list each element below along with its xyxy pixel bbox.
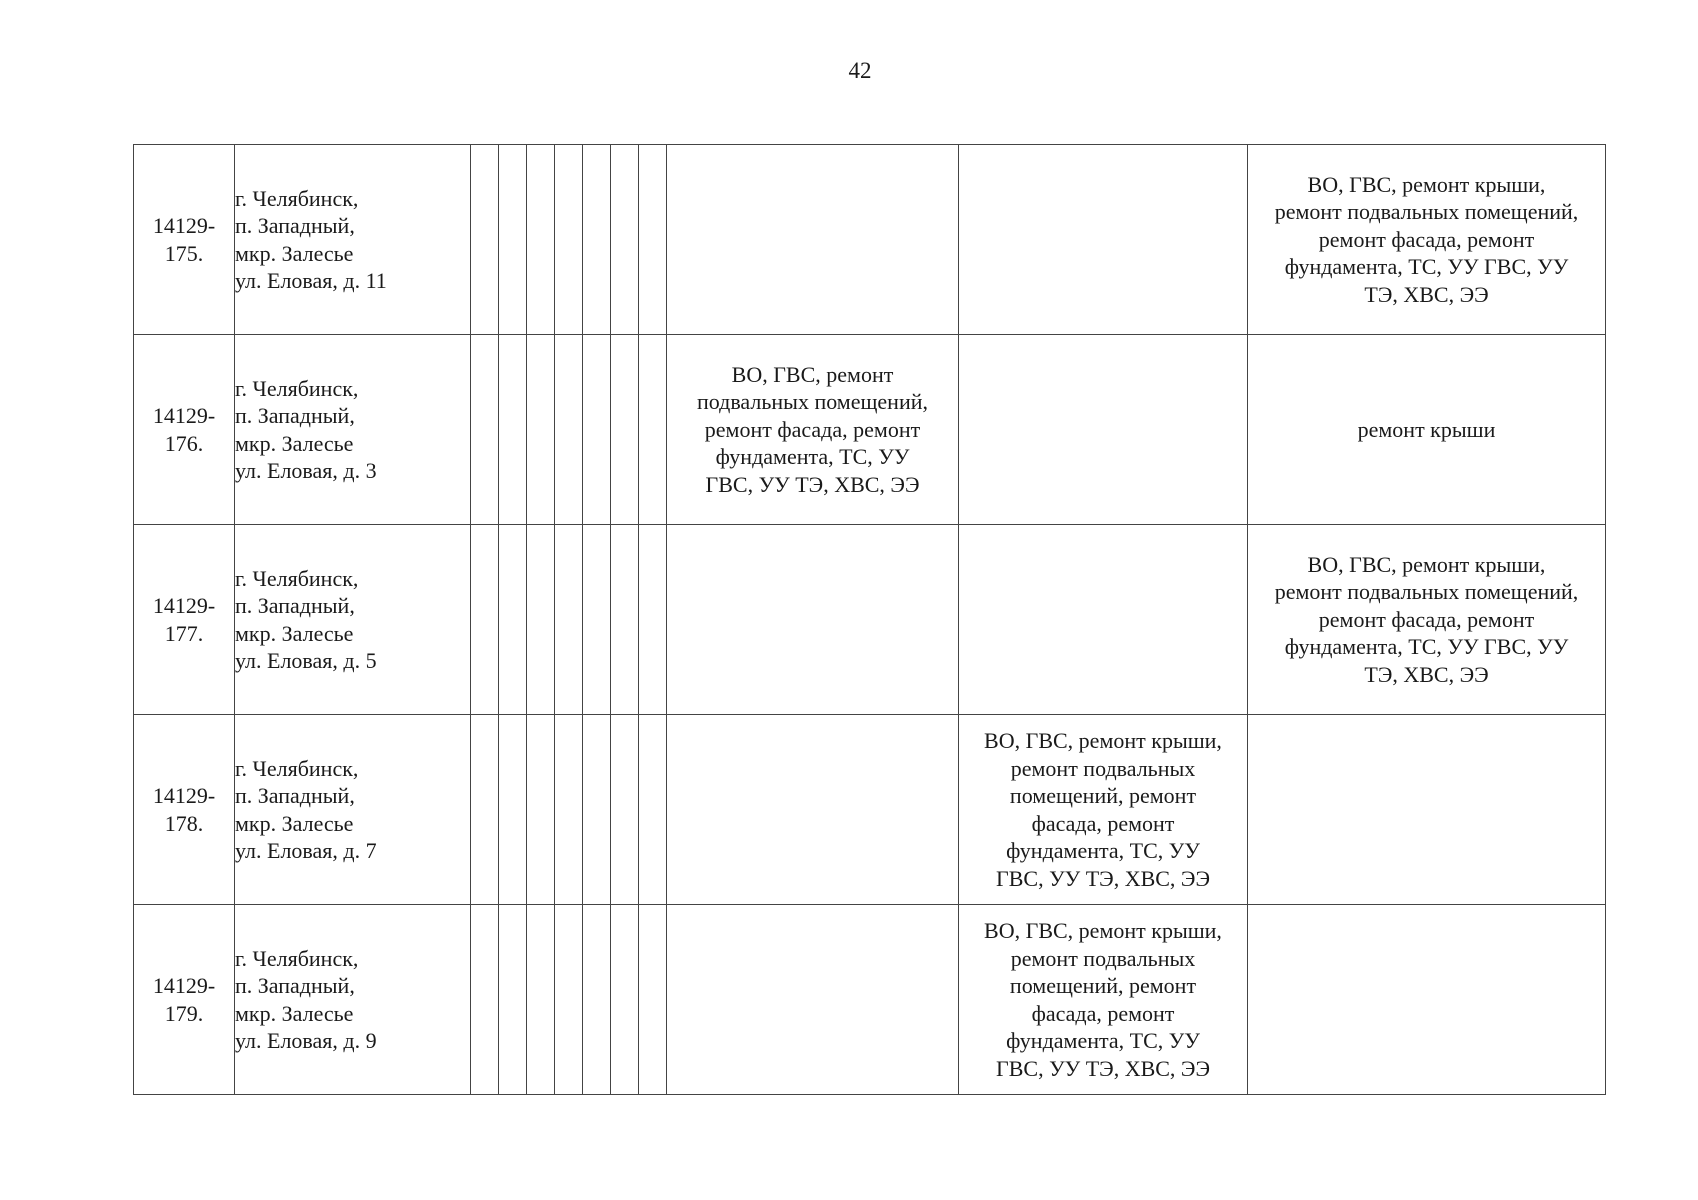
narrow-empty-cell bbox=[611, 335, 639, 525]
address-line: ул. Еловая, д. 3 bbox=[235, 458, 377, 483]
row-number-line: 176. bbox=[164, 430, 204, 456]
table-row bbox=[134, 715, 1606, 905]
narrow-empty-cell bbox=[639, 145, 667, 335]
table-row bbox=[134, 525, 1606, 715]
works-cell bbox=[959, 335, 1248, 525]
works-line: ВО, ГВС, ремонт крыши, bbox=[1307, 171, 1546, 197]
narrow-empty-cell bbox=[583, 525, 611, 715]
narrow-empty-cell bbox=[499, 145, 527, 335]
repair-schedule-table bbox=[133, 144, 1606, 1095]
row-number-line: 14129- bbox=[152, 783, 216, 808]
works-line: фундамента, ТС, УУ bbox=[1006, 838, 1200, 863]
table-row bbox=[134, 335, 1606, 525]
works-line: ТЭ, ХВС, ЭЭ bbox=[1364, 661, 1489, 687]
works-cell bbox=[959, 145, 1248, 335]
narrow-empty-cell bbox=[611, 145, 639, 335]
row-number-line: 14129- bbox=[152, 973, 216, 998]
works-line: ремонт подвальных bbox=[1010, 755, 1196, 781]
narrow-empty-cell bbox=[471, 145, 499, 335]
address-line: г. Челябинск, bbox=[235, 755, 359, 781]
address-line: г. Челябинск, bbox=[235, 565, 359, 591]
address-line: п. Западный, bbox=[235, 783, 355, 808]
address-line: мкр. Залесье bbox=[235, 810, 354, 836]
row-number-cell bbox=[134, 905, 235, 1095]
address-line: г. Челябинск, bbox=[235, 185, 359, 211]
address-line: п. Западный, bbox=[235, 973, 355, 998]
narrow-empty-cell bbox=[639, 525, 667, 715]
narrow-empty-cell bbox=[611, 715, 639, 905]
narrow-empty-cell bbox=[471, 525, 499, 715]
works-line: ремонт фасада, ремонт bbox=[1318, 606, 1535, 632]
works-line: ВО, ГВС, ремонт крыши, bbox=[984, 918, 1222, 943]
row-number-line: 175. bbox=[164, 240, 204, 266]
narrow-empty-cell bbox=[527, 905, 555, 1095]
narrow-empty-cell bbox=[583, 715, 611, 905]
narrow-empty-cell bbox=[471, 335, 499, 525]
narrow-empty-cell bbox=[555, 525, 583, 715]
address-line: ул. Еловая, д. 11 bbox=[235, 268, 387, 293]
row-number-line: 177. bbox=[164, 620, 204, 646]
works-line: ремонт фасада, ремонт bbox=[704, 416, 921, 442]
narrow-empty-cell bbox=[499, 715, 527, 905]
works-line: фундамента, ТС, УУ bbox=[715, 444, 910, 470]
works-cell bbox=[667, 905, 959, 1095]
address-cell bbox=[235, 715, 471, 905]
works-line: фундамента, ТС, УУ bbox=[1006, 1028, 1200, 1053]
works-cell bbox=[1248, 145, 1606, 335]
address-line: г. Челябинск, bbox=[235, 375, 359, 401]
works-line: ГВС, УУ ТЭ, ХВС, ЭЭ bbox=[705, 471, 920, 497]
narrow-empty-cell bbox=[499, 525, 527, 715]
narrow-empty-cell bbox=[527, 145, 555, 335]
address-line: ул. Еловая, д. 9 bbox=[235, 1028, 377, 1053]
address-cell bbox=[235, 145, 471, 335]
address-cell bbox=[235, 335, 471, 525]
table-row bbox=[134, 905, 1606, 1095]
works-cell bbox=[667, 525, 959, 715]
address-cell bbox=[235, 525, 471, 715]
table-body bbox=[134, 145, 1606, 1095]
works-line: ТЭ, ХВС, ЭЭ bbox=[1364, 281, 1489, 307]
table-row bbox=[134, 145, 1606, 335]
narrow-empty-cell bbox=[555, 905, 583, 1095]
row-number-line: 14129- bbox=[152, 403, 216, 428]
works-cell bbox=[959, 905, 1248, 1095]
works-cell bbox=[667, 335, 959, 525]
narrow-empty-cell bbox=[499, 335, 527, 525]
row-number-cell bbox=[134, 715, 235, 905]
works-line: ремонт подвальных помещений, bbox=[1274, 199, 1579, 225]
address-line: ул. Еловая, д. 7 bbox=[235, 838, 377, 863]
address-line: мкр. Залесье bbox=[235, 1000, 354, 1026]
works-line: фасада, ремонт bbox=[1031, 1000, 1175, 1026]
narrow-empty-cell bbox=[611, 525, 639, 715]
address-line: мкр. Залесье bbox=[235, 240, 354, 266]
works-line: фасада, ремонт bbox=[1031, 810, 1175, 836]
works-line: ГВС, УУ ТЭ, ХВС, ЭЭ bbox=[996, 1055, 1210, 1081]
works-line: фундамента, ТС, УУ ГВС, УУ bbox=[1284, 634, 1569, 660]
works-cell bbox=[1248, 715, 1606, 905]
narrow-empty-cell bbox=[583, 335, 611, 525]
narrow-empty-cell bbox=[611, 905, 639, 1095]
narrow-empty-cell bbox=[555, 335, 583, 525]
narrow-empty-cell bbox=[583, 145, 611, 335]
narrow-empty-cell bbox=[527, 715, 555, 905]
works-line: помещений, ремонт bbox=[1009, 783, 1197, 808]
works-line: ремонт подвальных помещений, bbox=[1274, 579, 1579, 605]
works-cell bbox=[959, 525, 1248, 715]
narrow-empty-cell bbox=[527, 525, 555, 715]
narrow-empty-cell bbox=[527, 335, 555, 525]
works-line: ВО, ГВС, ремонт bbox=[731, 361, 894, 387]
row-number-line: 14129- bbox=[152, 593, 216, 618]
row-number-cell bbox=[134, 525, 235, 715]
narrow-empty-cell bbox=[555, 145, 583, 335]
works-line: ремонт фасада, ремонт bbox=[1318, 226, 1535, 252]
row-number-line: 14129- bbox=[152, 213, 216, 238]
narrow-empty-cell bbox=[639, 905, 667, 1095]
works-cell bbox=[667, 715, 959, 905]
works-line: ремонт подвальных bbox=[1010, 945, 1196, 971]
works-line: ремонт крыши bbox=[1357, 416, 1496, 442]
works-cell bbox=[1248, 525, 1606, 715]
works-line: подвальных помещений, bbox=[696, 389, 929, 415]
works-line: помещений, ремонт bbox=[1009, 973, 1197, 998]
narrow-empty-cell bbox=[583, 905, 611, 1095]
works-line: ВО, ГВС, ремонт крыши, bbox=[984, 728, 1222, 753]
works-cell bbox=[959, 715, 1248, 905]
address-line: п. Западный, bbox=[235, 593, 355, 618]
works-cell bbox=[1248, 335, 1606, 525]
page-number: 42 bbox=[848, 58, 872, 83]
address-line: мкр. Залесье bbox=[235, 430, 354, 456]
address-line: мкр. Залесье bbox=[235, 620, 354, 646]
works-line: фундамента, ТС, УУ ГВС, УУ bbox=[1284, 254, 1569, 280]
row-number-cell bbox=[134, 335, 235, 525]
row-number-line: 178. bbox=[164, 810, 204, 836]
row-number-line: 179. bbox=[164, 1000, 204, 1026]
narrow-empty-cell bbox=[499, 905, 527, 1095]
row-number-cell bbox=[134, 145, 235, 335]
works-cell bbox=[667, 145, 959, 335]
narrow-empty-cell bbox=[471, 715, 499, 905]
narrow-empty-cell bbox=[555, 715, 583, 905]
narrow-empty-cell bbox=[471, 905, 499, 1095]
address-line: ул. Еловая, д. 5 bbox=[235, 648, 377, 673]
narrow-empty-cell bbox=[639, 335, 667, 525]
address-cell bbox=[235, 905, 471, 1095]
works-line: ГВС, УУ ТЭ, ХВС, ЭЭ bbox=[996, 865, 1210, 891]
address-line: г. Челябинск, bbox=[235, 945, 359, 971]
narrow-empty-cell bbox=[639, 715, 667, 905]
address-line: п. Западный, bbox=[235, 403, 355, 428]
works-cell bbox=[1248, 905, 1606, 1095]
address-line: п. Западный, bbox=[235, 213, 355, 238]
works-line: ВО, ГВС, ремонт крыши, bbox=[1307, 551, 1546, 577]
